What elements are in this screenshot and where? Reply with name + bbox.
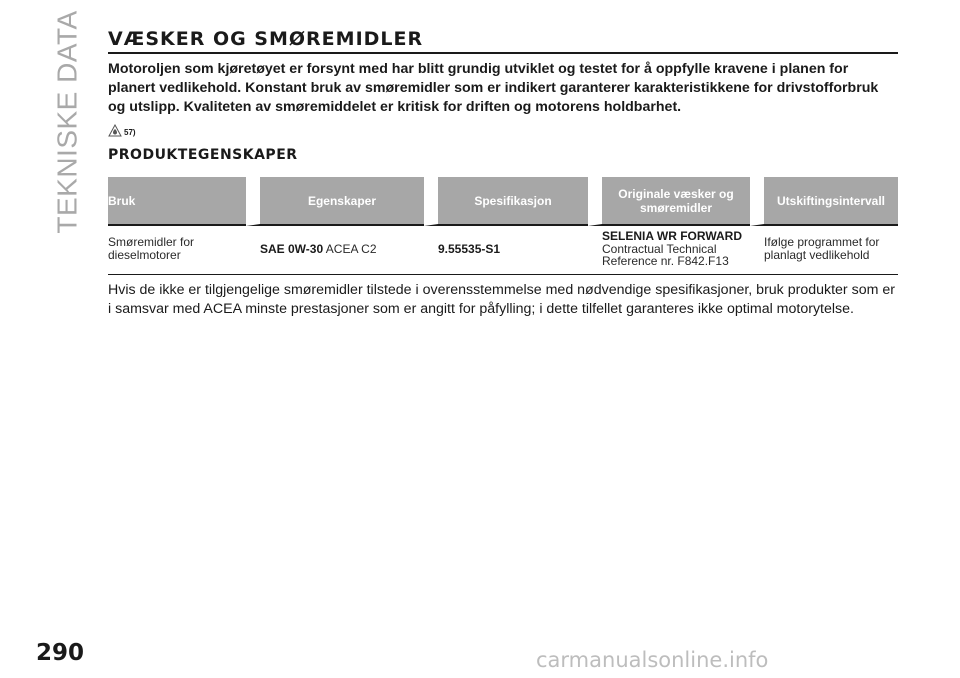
watermark-text: carmanualsonline.info xyxy=(536,648,769,672)
cell-interval: Ifølge programmet for planlagt vedlikehold xyxy=(750,226,898,275)
side-section-label: TEKNISKE DATA xyxy=(52,10,83,234)
header-replacement-interval: Utskiftingsintervall xyxy=(750,177,898,226)
cell-specification xyxy=(424,226,588,275)
cell-original-fluid xyxy=(588,226,750,275)
header-properties: Egenskaper xyxy=(246,177,424,226)
page-number: 290 xyxy=(36,640,85,666)
table-header-row xyxy=(108,177,898,226)
page-title: VÆSKER OG SMØREMIDLER xyxy=(108,28,898,54)
header-original-fluids: Originale væsker og smøremidler xyxy=(588,177,750,226)
table-row xyxy=(108,226,898,275)
header-use: Bruk xyxy=(108,177,246,226)
warning-reference xyxy=(108,121,898,137)
cell-properties xyxy=(246,226,424,275)
viscosity-grade: SAE 0W-30 xyxy=(260,241,324,256)
spec-code: 9.55535-S1 xyxy=(438,241,501,256)
section-title: PRODUKTEGENSKAPER xyxy=(108,147,298,163)
main-content xyxy=(108,28,898,319)
acea-class: ACEA C2 xyxy=(323,241,377,256)
fluid-reference: Contractual Technical Reference nr. F842.F13 xyxy=(602,241,729,268)
cell-use: Smøremidler for dieselmotorer xyxy=(108,226,246,275)
side-section-tab xyxy=(48,10,88,234)
oil-warning-icon xyxy=(108,124,122,137)
reference-number: 57) xyxy=(124,128,136,137)
intro-paragraph: Motoroljen som kjøretøyet er forsynt med har blitt grundig utviklet og testet for å oppfylle kravene i planen for planert vedlikehold. Konstant bruk av smøremidler som er indikert garanterer karakteristikkene for drivstofforbruk og utslipp. Kvaliteten av smøremiddelet er kritisk for driften og motorens holdbarhet. xyxy=(108,61,879,115)
product-table xyxy=(108,177,898,275)
fluid-name: SELENIA WR FORWARD xyxy=(602,229,742,243)
footer-note: Hvis de ikke er tilgjengelige smøremidler tilstede i overensstemmelse med nødvendige spesifikasjoner, bruk produkter som er i samsvar med ACEA minste prestasjoner som er angitt for påfylling; i dette tilfellet garanteres ikke optimal motorytelse. xyxy=(108,281,895,317)
header-specification: Spesifikasjon xyxy=(424,177,588,226)
